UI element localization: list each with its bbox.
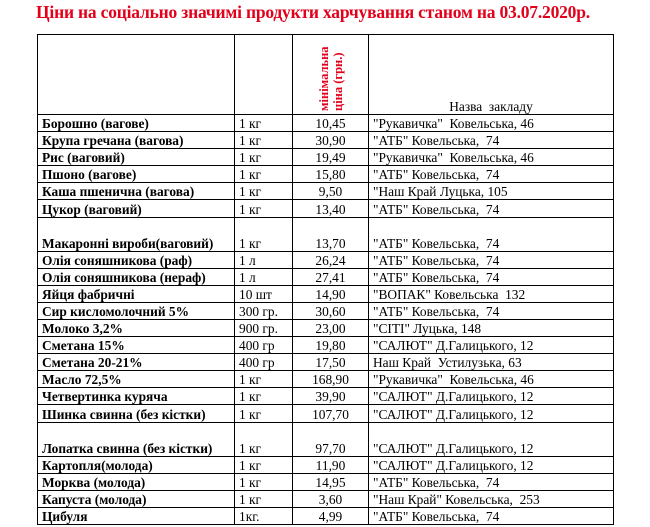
unit: 1 л <box>235 251 293 268</box>
table-row <box>38 354 614 371</box>
store-name: "СІТІ" Луцька, 148 <box>369 319 614 336</box>
min-price: 26,24 <box>293 251 369 268</box>
store-name: "САЛЮТ" Д.Галицького, 12 <box>369 422 614 456</box>
store-name: "АТБ" Ковельська, 74 <box>369 166 614 183</box>
table-row <box>38 388 614 405</box>
product-name: Цукор (ваговий) <box>38 200 235 217</box>
store-name: "Наш Край Луцька, 105 <box>369 183 614 200</box>
unit: 1 кг <box>235 217 293 251</box>
header-price: мінімальна ціна (грн.) <box>316 46 345 111</box>
unit: 1 кг <box>235 371 293 388</box>
min-price: 30,90 <box>293 132 369 149</box>
unit: 1кг. <box>235 507 293 524</box>
product-name: Олія соняшникова (нераф) <box>38 268 235 285</box>
min-price: 11,90 <box>293 456 369 473</box>
min-price: 17,50 <box>293 354 369 371</box>
unit: 1 кг <box>235 456 293 473</box>
table-row <box>38 473 614 490</box>
table-row <box>38 337 614 354</box>
unit: 1 кг <box>235 473 293 490</box>
table-header-row <box>38 35 614 115</box>
min-price: 23,00 <box>293 319 369 336</box>
table-body <box>38 115 614 525</box>
product-name: Яйця фабричні <box>38 285 235 302</box>
unit: 1 кг <box>235 405 293 422</box>
product-name: Морква (молода) <box>38 473 235 490</box>
product-name: Борошно (вагове) <box>38 115 235 132</box>
header-unit <box>235 35 293 115</box>
unit: 300 гр. <box>235 302 293 319</box>
min-price: 27,41 <box>293 268 369 285</box>
min-price: 13,40 <box>293 200 369 217</box>
store-name: "САЛЮТ" Д.Галицького, 12 <box>369 337 614 354</box>
product-name: Сир кисломолочний 5% <box>38 302 235 319</box>
table-row <box>38 456 614 473</box>
store-name: "АТБ" Ковельська, 74 <box>369 302 614 319</box>
min-price: 10,45 <box>293 115 369 132</box>
table-row <box>38 217 614 251</box>
store-name: "АТБ" Ковельська, 74 <box>369 268 614 285</box>
table-row <box>38 132 614 149</box>
header-place: Назва закладу <box>369 35 614 115</box>
table-row <box>38 200 614 217</box>
store-name: "САЛЮТ" Д.Галицького, 12 <box>369 456 614 473</box>
header-price-cell <box>293 35 369 115</box>
table-row <box>38 166 614 183</box>
product-name: Рис (ваговий) <box>38 149 235 166</box>
store-name: "САЛЮТ" Д.Галицького, 12 <box>369 405 614 422</box>
page-title: Ціни на соціально значимі продукти харчування станом на 03.07.2020р. <box>36 2 590 22</box>
table-row <box>38 115 614 132</box>
min-price: 19,49 <box>293 149 369 166</box>
table-row <box>38 371 614 388</box>
unit: 1 л <box>235 268 293 285</box>
table-row <box>38 507 614 524</box>
table-row <box>38 285 614 302</box>
product-name: Макаронні вироби(ваговий) <box>38 217 235 251</box>
header-product <box>38 35 235 115</box>
store-name: "АТБ" Ковельська, 74 <box>369 132 614 149</box>
min-price: 97,70 <box>293 422 369 456</box>
price-table <box>37 34 614 525</box>
min-price: 3,60 <box>293 490 369 507</box>
product-name: Пшоно (вагове) <box>38 166 235 183</box>
min-price: 4,99 <box>293 507 369 524</box>
product-name: Сметана 20-21% <box>38 354 235 371</box>
table-row <box>38 422 614 456</box>
product-name: Сметана 15% <box>38 337 235 354</box>
min-price: 14,95 <box>293 473 369 490</box>
product-name: Картопля(молода) <box>38 456 235 473</box>
min-price: 13,70 <box>293 217 369 251</box>
unit: 900 гр. <box>235 319 293 336</box>
product-name: Каша пшенична (вагова) <box>38 183 235 200</box>
min-price: 168,90 <box>293 371 369 388</box>
product-name: Шинка свинна (без кістки) <box>38 405 235 422</box>
unit: 1 кг <box>235 200 293 217</box>
min-price: 9,50 <box>293 183 369 200</box>
store-name: Наш Край Устилузька, 63 <box>369 354 614 371</box>
store-name: "САЛЮТ" Д.Галицького, 12 <box>369 388 614 405</box>
unit: 1 кг <box>235 149 293 166</box>
unit: 1 кг <box>235 422 293 456</box>
store-name: "Рукавичка" Ковельська, 46 <box>369 149 614 166</box>
table-row <box>38 405 614 422</box>
unit: 1 кг <box>235 388 293 405</box>
store-name: "ВОПАК" Ковельська 132 <box>369 285 614 302</box>
table-row <box>38 149 614 166</box>
min-price: 39,90 <box>293 388 369 405</box>
store-name: "Наш Край" Ковельська, 253 <box>369 490 614 507</box>
store-name: "АТБ" Ковельська, 74 <box>369 507 614 524</box>
store-name: "Рукавичка" Ковельська, 46 <box>369 115 614 132</box>
product-name: Цибуля <box>38 507 235 524</box>
store-name: "АТБ" Ковельська, 74 <box>369 217 614 251</box>
min-price: 14,90 <box>293 285 369 302</box>
product-name: Четвертинка куряча <box>38 388 235 405</box>
unit: 400 гр <box>235 354 293 371</box>
product-name: Капуста (молода) <box>38 490 235 507</box>
product-name: Олія соняшникова (раф) <box>38 251 235 268</box>
unit: 1 кг <box>235 490 293 507</box>
product-name: Масло 72,5% <box>38 371 235 388</box>
unit: 10 шт <box>235 285 293 302</box>
product-name: Лопатка свинна (без кістки) <box>38 422 235 456</box>
table-row <box>38 268 614 285</box>
min-price: 30,60 <box>293 302 369 319</box>
unit: 1 кг <box>235 183 293 200</box>
store-name: "АТБ" Ковельська, 74 <box>369 473 614 490</box>
table-row <box>38 183 614 200</box>
store-name: "АТБ" Ковельська, 74 <box>369 200 614 217</box>
table-row <box>38 490 614 507</box>
table-row <box>38 251 614 268</box>
min-price: 19,80 <box>293 337 369 354</box>
table-row <box>38 302 614 319</box>
unit: 1 кг <box>235 115 293 132</box>
unit: 400 гр <box>235 337 293 354</box>
product-name: Крупа гречана (вагова) <box>38 132 235 149</box>
store-name: "АТБ" Ковельська, 74 <box>369 251 614 268</box>
unit: 1 кг <box>235 132 293 149</box>
min-price: 15,80 <box>293 166 369 183</box>
store-name: "Рукавичка" Ковельська, 46 <box>369 371 614 388</box>
min-price: 107,70 <box>293 405 369 422</box>
unit: 1 кг <box>235 166 293 183</box>
product-name: Молоко 3,2% <box>38 319 235 336</box>
table-row <box>38 319 614 336</box>
